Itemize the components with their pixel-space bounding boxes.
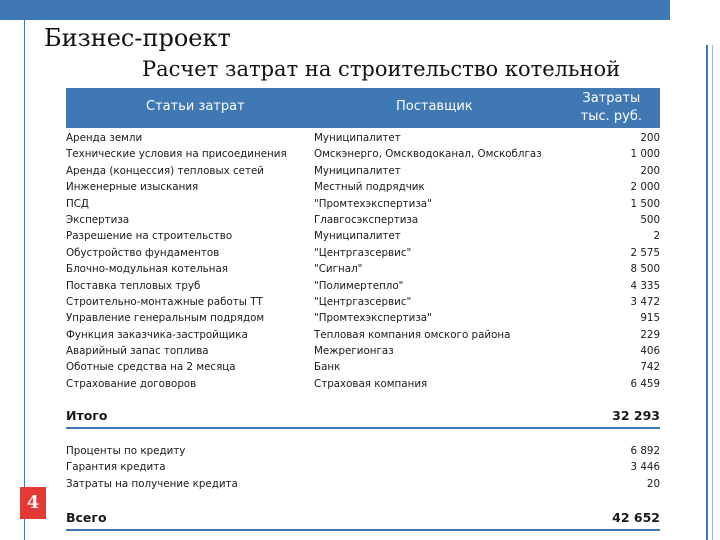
- row-cost: 20: [646, 477, 660, 490]
- table-row: [66, 476, 660, 492]
- row-item: Экспертиза: [66, 213, 130, 226]
- row-item: Разрешение на строительство: [66, 230, 233, 243]
- row-cost: 200: [640, 132, 660, 144]
- table-row: [66, 459, 660, 475]
- header-cost-line1: Затраты: [582, 91, 641, 106]
- header-cost: [581, 90, 642, 126]
- row-item: Строительно-монтажные работы ТТ: [66, 295, 263, 308]
- table-row: [66, 245, 660, 261]
- grand-total-value: 42 652: [612, 510, 660, 525]
- row-item: ПСД: [66, 197, 89, 210]
- table-row: [66, 179, 660, 195]
- table-row: [66, 261, 660, 277]
- row-cost: 2 000: [630, 181, 660, 194]
- slide-subtitle: Расчет затрат на строительство котельной: [142, 57, 621, 81]
- row-supplier: "Центргазсервис": [314, 295, 412, 308]
- row-item: Гарантия кредита: [66, 461, 166, 474]
- row-cost: 1 500: [630, 197, 660, 210]
- row-cost: 915: [640, 312, 660, 325]
- header-cost-line2: тыс. руб.: [580, 109, 642, 124]
- row-supplier: "Полимертепло": [314, 279, 404, 292]
- table-row: [66, 196, 660, 212]
- row-cost: 2: [653, 230, 660, 243]
- row-item: Управление генеральным подрядом: [66, 312, 265, 325]
- header-item: Статьи затрат: [146, 99, 245, 114]
- right-rule: [706, 45, 708, 540]
- row-supplier: Местный подрядчик: [314, 181, 425, 194]
- table-row: [66, 376, 660, 392]
- table-row: [66, 310, 660, 326]
- table-row: [66, 130, 660, 146]
- row-supplier: Муниципалитет: [314, 132, 401, 144]
- grand-total-row: [66, 507, 660, 531]
- table-row: [66, 359, 660, 375]
- row-supplier: Омскэнерго, Омскводоканал, Омскоблгаз: [314, 148, 542, 161]
- row-cost: 406: [640, 345, 660, 358]
- table-row: [66, 212, 660, 228]
- row-supplier: Муниципалитет: [314, 230, 401, 243]
- row-cost: 200: [640, 164, 660, 177]
- cost-rows: [66, 130, 660, 392]
- row-item: Инженерные изыскания: [66, 181, 199, 194]
- table-row: [66, 327, 660, 343]
- row-supplier: "Промтехэкспертиза": [314, 197, 432, 210]
- row-cost: 3 446: [630, 461, 660, 474]
- row-cost: 2 575: [630, 246, 660, 259]
- subtotal-value: 32 293: [612, 408, 660, 423]
- row-cost: 500: [640, 213, 660, 226]
- row-item: Аварийный запас топлива: [66, 345, 209, 358]
- row-cost: 229: [640, 328, 660, 341]
- top-accent-bar: [0, 0, 670, 20]
- row-item: Оботные средства на 2 месяца: [66, 361, 236, 374]
- table-row: [66, 228, 660, 244]
- table-row: [66, 163, 660, 179]
- row-item: Технические условия на присоединения: [66, 148, 287, 161]
- table-row: [66, 343, 660, 359]
- table-row: [66, 278, 660, 294]
- row-supplier: "Промтехэкспертиза": [314, 312, 432, 325]
- subtotal-row: [66, 405, 660, 429]
- table-header: [66, 88, 660, 128]
- row-cost: 742: [640, 361, 660, 374]
- row-cost: 4 335: [630, 279, 660, 292]
- row-cost: 8 500: [630, 263, 660, 276]
- left-rule: [24, 20, 25, 540]
- row-item: Проценты по кредиту: [66, 445, 186, 457]
- row-item: Затраты на получение кредита: [66, 477, 238, 490]
- row-item: Аренда земли: [66, 132, 143, 144]
- row-item: Страхование договоров: [66, 377, 197, 390]
- row-item: Обустройство фундаментов: [66, 246, 220, 259]
- row-supplier: Страховая компания: [314, 377, 428, 390]
- right-rule-thin: [712, 45, 713, 540]
- credit-rows: [66, 443, 660, 492]
- grand-total-label: Всего: [66, 510, 107, 525]
- row-item: Аренда (концессия) тепловых сетей: [66, 164, 264, 177]
- row-supplier: "Центргазсервис": [314, 246, 412, 259]
- slide-title: Бизнес-проект: [44, 24, 231, 52]
- table-row: [66, 146, 660, 162]
- row-supplier: "Сигнал": [314, 263, 363, 276]
- row-item: Поставка тепловых труб: [66, 279, 201, 292]
- row-cost: 6 459: [630, 377, 660, 390]
- row-supplier: Муниципалитет: [314, 164, 401, 177]
- row-item: Блочно-модульная котельная: [66, 263, 228, 276]
- subtotal-label: Итого: [66, 408, 108, 423]
- row-supplier: Главгосэкспертиза: [314, 213, 419, 226]
- row-supplier: Тепловая компания омского района: [314, 328, 511, 341]
- row-cost: 1 000: [630, 148, 660, 161]
- table-row: [66, 294, 660, 310]
- header-supplier: Поставщик: [396, 99, 473, 114]
- row-supplier: Банк: [314, 361, 341, 374]
- row-cost: 6 892: [630, 445, 660, 457]
- table-row: [66, 443, 660, 459]
- page-number-badge: 4: [20, 487, 46, 519]
- row-item: Функция заказчика-застройщика: [66, 328, 248, 341]
- row-cost: 3 472: [630, 295, 660, 308]
- row-supplier: Межрегионгаз: [314, 345, 394, 358]
